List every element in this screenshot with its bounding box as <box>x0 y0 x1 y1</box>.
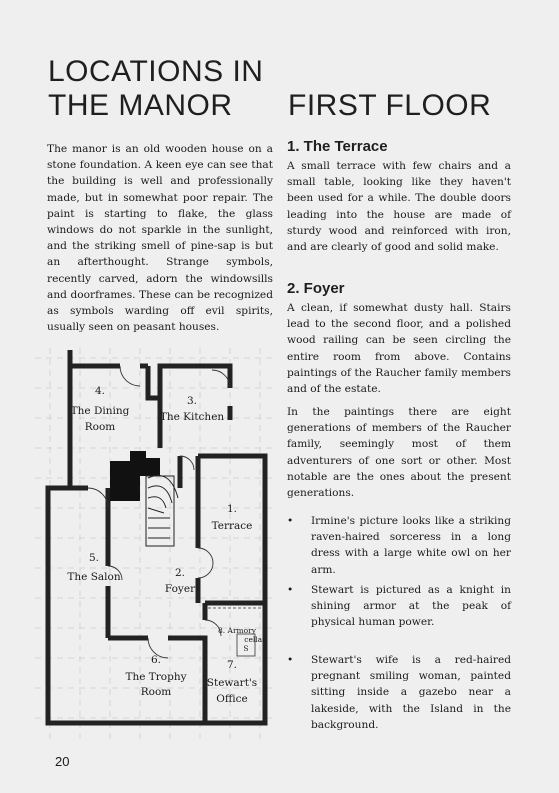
bullet-icon: • <box>287 654 294 666</box>
map-room-label: The Salon <box>67 571 121 583</box>
map-room-number: 6. <box>150 654 162 666</box>
bullet-icon: • <box>287 584 294 596</box>
bullet-text: Stewart's wife is a red-haired pregnant smiling woman, painted sitting inside a gazebo near a lakeside, with the Island in the background. <box>311 654 511 731</box>
map-room-label: Terrace <box>211 520 253 532</box>
section-text-terrace: A small terrace with few chairs and a small table, looking like they haven't been used for a while. The double doors leading into the house are made of sturdy wood and reinforced with iron, and are clearly of good and solid make. <box>287 160 511 254</box>
floor-plan-map <box>30 338 275 748</box>
map-room-label: Room <box>140 686 172 698</box>
title-line-1: LOCATIONS IN <box>48 55 264 88</box>
section-heading-terrace: 1. The Terrace <box>287 138 388 155</box>
bullet-text: Irmine's picture looks like a striking raven-haired sorceress in a long dress with a large white owl on her arm. <box>311 515 511 576</box>
map-room-label: Stewart's <box>206 677 258 689</box>
map-room-number: 1. <box>226 503 238 515</box>
map-room-number: 7. <box>226 659 238 671</box>
map-stairs <box>146 476 178 547</box>
page-title-locations <box>48 55 268 123</box>
bullet-text: Stewart is pictured as a knight in shining armor at the peak of physical human power. <box>311 584 511 629</box>
page-number: 20 <box>55 754 70 769</box>
map-room-label: 8. Armory <box>218 626 256 635</box>
list-item <box>287 652 511 733</box>
map-room-label: Room <box>84 421 116 433</box>
list-item <box>287 582 511 631</box>
title-line-2: THE MANOR <box>48 89 233 122</box>
map-room-label: The Kitchen <box>159 411 225 423</box>
map-room-number: 4. <box>94 385 106 397</box>
bullet-icon: • <box>287 515 294 527</box>
map-room-label: cellar <box>244 635 266 644</box>
map-room-number: 2. <box>174 567 186 579</box>
map-room-label: The Trophy <box>125 671 187 683</box>
map-room-label: The Dining <box>70 405 130 417</box>
map-room-number: 3. <box>186 395 198 407</box>
map-room-label: Office <box>216 693 248 705</box>
intro-paragraph: The manor is an old wooden house on a stone foundation. A keen eye can see that the building is well and professionally made, but in somewhat poor repair. The paint is starting to flake, the glass windows do not sparkle in the sunlight, and the striking smell of pine-sap is but an afterthought. Strange symbols, recently carved, adorn the windowsills and doorframes. These can be recognized as symbols warding off evil spirits, usually seen on peasant houses. <box>47 143 273 334</box>
section-heading-foyer: 2. Foyer <box>287 280 345 297</box>
map-room-number: 5. <box>88 552 100 564</box>
section-text-foyer: A clean, if somewhat dusty hall. Stairs lead to the second floor, and a polished wood railing can be seen circling the entire room from above. Contains paintings of the Raucher family members and of the estate. <box>287 302 511 396</box>
list-item <box>287 513 511 578</box>
map-room-label: Foyer <box>164 583 196 595</box>
page-title-first-floor: FIRST FLOOR <box>288 89 492 122</box>
section-text-paintings: In the paintings there are eight generations of members of the Raucher family, seemingly most of them adventurers of one sort or other. Most notable are the ones about the present generations. <box>287 406 511 500</box>
map-cellar-mark: S <box>243 644 249 653</box>
